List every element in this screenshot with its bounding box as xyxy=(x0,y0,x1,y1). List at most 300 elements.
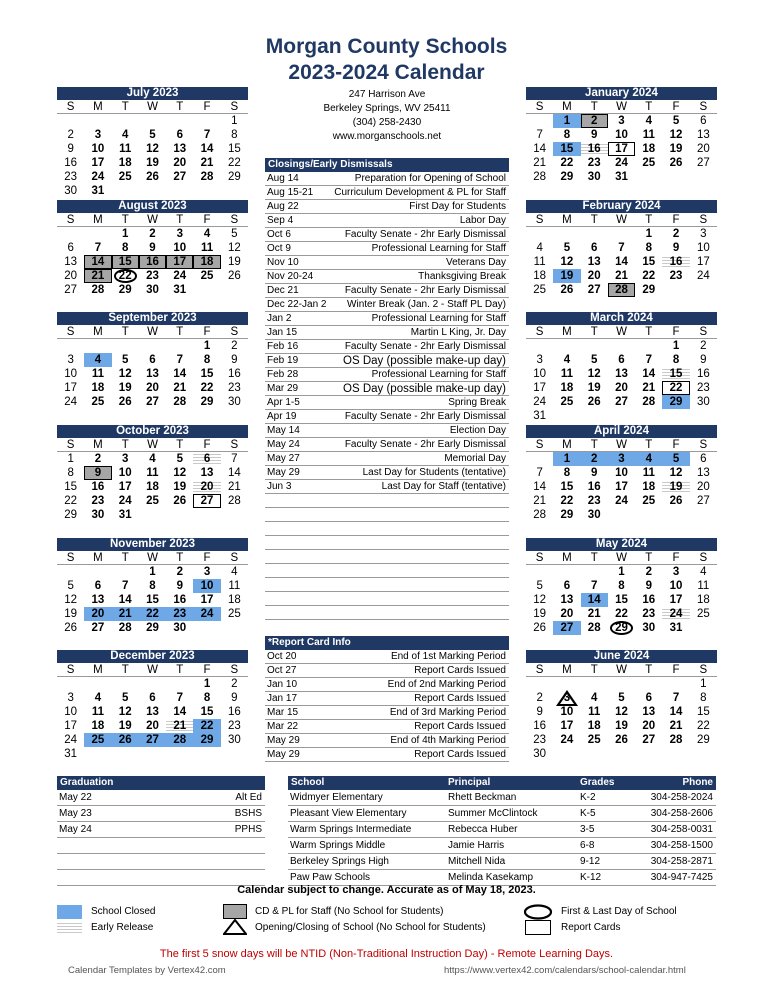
day-cell: 16 xyxy=(581,142,608,156)
weekday-header: T xyxy=(581,213,608,227)
weekday-header: T xyxy=(635,325,662,339)
day-cell: 3 xyxy=(700,228,707,240)
day-cell: 8 xyxy=(231,129,238,141)
day-cell: 3 xyxy=(553,691,580,705)
empty-cell xyxy=(526,677,553,691)
day-cell: 3 xyxy=(67,692,74,704)
day-cell: 26 xyxy=(112,733,139,747)
day-cell: 14 xyxy=(669,706,683,718)
day-cell: 22 xyxy=(139,607,166,621)
day-cell: 3 xyxy=(94,129,102,141)
principal-name: Summer McClintock xyxy=(448,808,538,819)
event-text: Faculty Senate - 2hr Early Dismissal xyxy=(344,341,506,352)
day-cell: 26 xyxy=(587,396,601,408)
day-cell: 16 xyxy=(91,481,105,493)
day-cell: 4 xyxy=(84,353,111,367)
principal-name: Melinda Kasekamp xyxy=(448,872,534,883)
day-cell: 17 xyxy=(533,382,547,394)
day-cell: 18 xyxy=(193,255,220,269)
event-row xyxy=(265,438,509,452)
city: Berkeley Springs, WV 25411 xyxy=(323,103,451,114)
blank-row xyxy=(265,522,509,536)
day-cell: 17 xyxy=(608,142,635,156)
weekday-header: S xyxy=(221,438,248,452)
weekday-header: S xyxy=(526,663,553,677)
principal-name: Rebecca Huber xyxy=(448,824,518,835)
day-cell: 29 xyxy=(146,622,159,634)
school-col-header: School xyxy=(291,777,325,788)
day-cell: 25 xyxy=(91,396,105,408)
weekday-header: W xyxy=(608,551,635,565)
weekday-header: F xyxy=(662,325,689,339)
day-cell: 22 xyxy=(227,157,241,169)
empty-cell xyxy=(581,339,608,353)
event-date: Feb 16 xyxy=(267,341,299,352)
day-cell: 6 xyxy=(176,129,183,141)
day-cell: 4 xyxy=(203,228,211,240)
day-cell: 1 xyxy=(700,678,707,690)
school-phone: 304-258-0031 xyxy=(650,824,713,835)
day-cell: 28 xyxy=(227,495,241,507)
weekday-header: S xyxy=(526,213,553,227)
day-cell: 24 xyxy=(64,396,78,408)
day-cell: 14 xyxy=(173,368,187,380)
day-cell: 11 xyxy=(588,706,601,718)
weekday-header: T xyxy=(112,438,139,452)
month-4 xyxy=(57,538,248,635)
day-cell: 19 xyxy=(118,382,132,394)
day-cell: 20 xyxy=(173,157,187,169)
day-cell: 14 xyxy=(581,593,608,607)
day-cell: 19 xyxy=(662,480,689,494)
day-cell: 22 xyxy=(642,270,656,282)
day-cell: 18 xyxy=(533,270,547,282)
month-header: October 2023 xyxy=(57,425,248,438)
day-cell: 12 xyxy=(118,368,132,380)
weekday-header: F xyxy=(662,438,689,452)
day-cell: 25 xyxy=(533,284,547,296)
day-cell: 19 xyxy=(173,481,187,493)
weekday-header: M xyxy=(84,325,111,339)
weekday-header: S xyxy=(221,100,248,114)
day-cell: 15 xyxy=(662,367,689,381)
day-cell: 12 xyxy=(669,129,683,141)
day-cell: 4 xyxy=(591,692,598,704)
day-cell: 14 xyxy=(227,467,241,479)
day-cell: 4 xyxy=(536,242,543,254)
empty-cell xyxy=(57,565,84,579)
weekday-header: T xyxy=(166,213,193,227)
day-cell: 31 xyxy=(173,284,187,296)
day-cell: 3 xyxy=(618,115,625,127)
day-cell: 2 xyxy=(94,453,102,465)
day-cell: 22 xyxy=(200,382,214,394)
day-cell: 27 xyxy=(146,396,159,408)
day-cell: 26 xyxy=(560,284,574,296)
day-cell: 5 xyxy=(618,692,625,704)
school-name: Pleasant View Elementary xyxy=(290,808,407,819)
day-cell: 13 xyxy=(615,368,628,380)
day-cell: 3 xyxy=(67,354,74,366)
day-cell: 14 xyxy=(84,255,111,269)
day-cell: 3 xyxy=(203,566,211,578)
legend-first-last-label: First & Last Day of School xyxy=(561,906,677,917)
footer-url[interactable]: https://www.vertex42.com/calendars/school-calendar.html xyxy=(444,965,686,976)
weekday-header: W xyxy=(139,325,166,339)
legend xyxy=(57,904,737,936)
day-cell: 10 xyxy=(118,467,132,479)
event-row xyxy=(265,706,509,720)
event-text: OS Day (possible make-up day) xyxy=(343,355,506,367)
event-date: Jan 10 xyxy=(267,679,298,690)
day-cell: 6 xyxy=(149,692,156,704)
month-9 xyxy=(526,425,717,522)
day-cell: 29 xyxy=(118,284,132,296)
weekday-header: T xyxy=(112,100,139,114)
day-cell: 7 xyxy=(122,580,129,592)
day-cell: 17 xyxy=(118,481,132,493)
day-cell: 9 xyxy=(231,354,238,366)
day-cell: 30 xyxy=(587,171,601,183)
school-row xyxy=(288,838,716,854)
day-cell: 19 xyxy=(615,720,628,732)
empty-cell xyxy=(193,114,220,128)
day-cell: 21 xyxy=(227,481,241,493)
weekday-header: T xyxy=(581,325,608,339)
day-cell: 30 xyxy=(533,748,547,760)
weekday-header: S xyxy=(57,663,84,677)
weekday-header: S xyxy=(690,551,717,565)
day-cell: 25 xyxy=(118,171,132,183)
empty-cell xyxy=(57,339,84,353)
day-cell: 9 xyxy=(231,692,238,704)
weekday-header: T xyxy=(112,663,139,677)
weekday-header: S xyxy=(57,551,84,565)
school-row xyxy=(288,822,716,838)
empty-cell xyxy=(84,227,111,241)
day-cell: 10 xyxy=(91,143,105,155)
day-cell: 15 xyxy=(553,142,580,156)
empty-cell xyxy=(526,339,553,353)
event-text: Election Day xyxy=(449,425,506,436)
weekday-header: W xyxy=(608,213,635,227)
event-date: Nov 10 xyxy=(267,257,299,268)
day-cell: 23 xyxy=(669,270,683,282)
day-cell: 6 xyxy=(193,452,220,466)
grades: 9-12 xyxy=(580,856,601,867)
day-cell: 18 xyxy=(560,382,574,394)
day-cell: 17 xyxy=(200,594,214,606)
day-cell: 24 xyxy=(662,607,689,621)
event-date: Nov 20-24 xyxy=(267,271,314,282)
day-cell: 22 xyxy=(64,495,78,507)
event-text: Last Day for Staff (tentative) xyxy=(381,481,506,492)
day-cell: 2 xyxy=(149,228,156,240)
month-header: July 2023 xyxy=(57,87,248,100)
day-cell: 28 xyxy=(173,396,187,408)
blank-row xyxy=(265,508,509,522)
event-date: Apr 19 xyxy=(267,411,297,422)
day-cell: 25 xyxy=(84,733,111,747)
day-cell: 6 xyxy=(591,242,598,254)
day-cell: 28 xyxy=(118,622,132,634)
school-phone: 304-258-1500 xyxy=(650,840,713,851)
day-cell: 7 xyxy=(618,242,625,254)
day-cell: 30 xyxy=(587,509,601,521)
event-date: May 14 xyxy=(267,425,300,436)
event-row xyxy=(265,382,509,396)
weekday-header: F xyxy=(662,100,689,114)
weekday-header: S xyxy=(57,325,84,339)
day-cell: 27 xyxy=(587,284,601,296)
day-cell: 21 xyxy=(533,157,547,169)
principal-name: Mitchell Nida xyxy=(448,856,506,867)
day-cell: 10 xyxy=(64,706,78,718)
empty-cell xyxy=(553,227,580,241)
grades: 3-5 xyxy=(580,824,595,835)
event-text: Thanksgiving Break xyxy=(418,271,506,282)
weekday-header: S xyxy=(57,100,84,114)
day-cell: 24 xyxy=(615,157,628,169)
weekday-header: T xyxy=(166,100,193,114)
page-subtitle: 2023-2024 Calendar xyxy=(288,61,485,84)
day-cell: 2 xyxy=(581,452,608,466)
event-row xyxy=(265,284,509,298)
day-cell: 16 xyxy=(227,706,241,718)
phone-col-header: Phone xyxy=(682,777,713,788)
empty-cell xyxy=(553,677,580,691)
day-cell: 10 xyxy=(193,579,220,593)
schools-header xyxy=(288,776,716,790)
day-cell: 16 xyxy=(662,255,689,269)
day-cell: 19 xyxy=(553,269,580,283)
weekday-header: M xyxy=(553,100,580,114)
principal-name: Jamie Harris xyxy=(448,840,505,851)
graduation-school: Alt Ed xyxy=(235,792,262,803)
day-cell: 20 xyxy=(560,608,574,620)
month-header: November 2023 xyxy=(57,538,248,551)
empty-cell xyxy=(526,452,553,466)
weekday-header: S xyxy=(690,325,717,339)
day-cell: 31 xyxy=(64,748,78,760)
event-date: May 29 xyxy=(267,749,300,760)
blank-row xyxy=(265,564,509,578)
event-text: Report Cards Issued xyxy=(414,749,506,760)
school-phone: 304-947-7425 xyxy=(650,872,713,883)
day-cell: 28 xyxy=(642,396,656,408)
day-cell: 11 xyxy=(146,467,159,479)
day-cell: 17 xyxy=(64,382,78,394)
event-row xyxy=(265,650,509,664)
weekday-header: S xyxy=(690,100,717,114)
event-row xyxy=(265,242,509,256)
day-cell: 14 xyxy=(173,706,187,718)
blank-row xyxy=(265,494,509,508)
blank-row xyxy=(265,550,509,564)
day-cell: 2 xyxy=(67,129,74,141)
day-cell: 15 xyxy=(200,706,214,718)
event-date: May 29 xyxy=(267,467,300,478)
day-cell: 19 xyxy=(533,608,547,620)
day-cell: 9 xyxy=(149,242,156,254)
graduation-date: May 23 xyxy=(59,808,92,819)
event-row xyxy=(265,678,509,692)
day-cell: 23 xyxy=(227,382,241,394)
day-cell: 10 xyxy=(64,368,78,380)
weekday-header: M xyxy=(84,100,111,114)
day-cell: 14 xyxy=(200,143,214,155)
day-cell: 30 xyxy=(696,396,710,408)
day-cell: 8 xyxy=(67,467,74,479)
weekday-header: S xyxy=(690,663,717,677)
day-cell: 7 xyxy=(591,580,598,592)
day-cell: 9 xyxy=(672,242,680,254)
day-cell: 1 xyxy=(149,566,156,578)
day-cell: 21 xyxy=(200,157,214,169)
day-cell: 4 xyxy=(563,354,571,366)
school-name: Widmyer Elementary xyxy=(290,792,383,803)
day-cell: 17 xyxy=(669,594,683,606)
day-cell: 1 xyxy=(553,114,580,128)
day-cell: 5 xyxy=(149,129,156,141)
blank-row xyxy=(265,578,509,592)
month-0 xyxy=(57,87,248,198)
event-text: Last Day for Students (tentative) xyxy=(362,467,506,478)
day-cell: 21 xyxy=(615,270,628,282)
day-cell: 29 xyxy=(227,171,241,183)
weekday-header: M xyxy=(553,663,580,677)
day-cell: 2 xyxy=(581,114,608,128)
day-cell: 24 xyxy=(91,171,105,183)
weekday-header: T xyxy=(166,325,193,339)
graduation-row xyxy=(57,822,265,838)
day-cell: 7 xyxy=(176,692,183,704)
day-cell: 30 xyxy=(227,396,241,408)
day-cell: 13 xyxy=(642,706,656,718)
day-cell: 11 xyxy=(697,580,710,592)
day-cell: 18 xyxy=(587,720,601,732)
weekday-header: F xyxy=(662,663,689,677)
weekday-header: T xyxy=(112,551,139,565)
event-date: Feb 19 xyxy=(267,355,299,366)
day-cell: 23 xyxy=(91,495,105,507)
day-cell: 6 xyxy=(618,354,625,366)
day-cell: 13 xyxy=(560,594,574,606)
day-cell: 4 xyxy=(149,453,156,465)
graduation-school: BSHS xyxy=(234,808,262,819)
day-cell: 16 xyxy=(139,255,166,269)
month-header: September 2023 xyxy=(57,312,248,325)
day-cell: 28 xyxy=(533,509,547,521)
day-cell: 6 xyxy=(94,580,102,592)
event-row xyxy=(265,410,509,424)
day-cell: 15 xyxy=(146,594,159,606)
day-cell: 21 xyxy=(669,720,683,732)
weekday-header: S xyxy=(57,438,84,452)
weekday-header: S xyxy=(221,213,248,227)
event-row xyxy=(265,340,509,354)
early-swatch xyxy=(57,921,82,935)
website-link[interactable]: www.morganschools.net xyxy=(332,131,442,142)
weekday-header: T xyxy=(635,663,662,677)
weekday-header: F xyxy=(193,663,220,677)
day-cell: 25 xyxy=(696,608,710,620)
day-cell: 20 xyxy=(696,481,710,493)
day-cell: 29 xyxy=(662,395,689,409)
day-cell: 18 xyxy=(696,594,710,606)
day-cell: 6 xyxy=(700,453,707,465)
day-cell: 22 xyxy=(560,157,574,169)
day-cell: 31 xyxy=(91,185,105,197)
school-name: Warm Springs Middle xyxy=(290,840,386,851)
day-cell: 27 xyxy=(173,171,187,183)
day-cell: 8 xyxy=(618,580,625,592)
day-cell: 18 xyxy=(227,594,241,606)
day-cell: 6 xyxy=(700,115,707,127)
weekday-header: W xyxy=(139,100,166,114)
day-cell: 4 xyxy=(122,129,129,141)
day-cell: 25 xyxy=(146,495,159,507)
closings-title: Closings/Early Dismissals xyxy=(265,158,509,172)
street: 247 Harrison Ave xyxy=(348,89,426,100)
day-cell: 25 xyxy=(200,270,214,282)
day-cell: 28 xyxy=(533,171,547,183)
day-cell: 1 xyxy=(231,115,238,127)
day-cell: 1 xyxy=(672,340,680,352)
day-cell: 10 xyxy=(560,706,574,718)
day-cell: 5 xyxy=(563,242,571,254)
day-cell: 5 xyxy=(122,354,129,366)
day-cell: 14 xyxy=(533,481,547,493)
weekday-header: M xyxy=(84,438,111,452)
empty-cell xyxy=(581,227,608,241)
day-cell: 23 xyxy=(166,607,193,621)
day-cell: 9 xyxy=(536,706,543,718)
day-cell: 23 xyxy=(146,270,159,282)
day-cell: 4 xyxy=(700,566,707,578)
day-cell: 21 xyxy=(587,608,601,620)
weekday-header: F xyxy=(193,213,220,227)
day-cell: 15 xyxy=(200,368,214,380)
empty-cell xyxy=(84,677,111,691)
day-cell: 28 xyxy=(166,733,193,747)
day-cell: 15 xyxy=(112,255,139,269)
day-cell: 25 xyxy=(227,608,241,620)
event-text: Professional Learning for Staff xyxy=(371,313,506,324)
event-date: May 24 xyxy=(267,439,300,450)
day-cell: 26 xyxy=(669,157,683,169)
day-cell: 24 xyxy=(533,396,547,408)
day-cell: 1 xyxy=(67,453,74,465)
weekday-header: F xyxy=(193,325,220,339)
day-cell: 18 xyxy=(91,720,105,732)
day-cell: 2 xyxy=(700,340,707,352)
grades-col-header: Grades xyxy=(580,777,615,788)
empty-cell xyxy=(84,339,111,353)
empty-cell xyxy=(166,114,193,128)
weekday-header: F xyxy=(193,551,220,565)
day-cell: 8 xyxy=(563,129,571,141)
blank-row xyxy=(265,606,509,620)
empty-cell xyxy=(112,565,139,579)
day-cell: 19 xyxy=(146,157,159,169)
day-cell: 14 xyxy=(615,256,628,268)
weekday-header: T xyxy=(166,551,193,565)
day-cell: 28 xyxy=(587,622,601,634)
weekday-header: S xyxy=(690,213,717,227)
weekday-header: W xyxy=(608,663,635,677)
day-cell: 8 xyxy=(203,692,211,704)
